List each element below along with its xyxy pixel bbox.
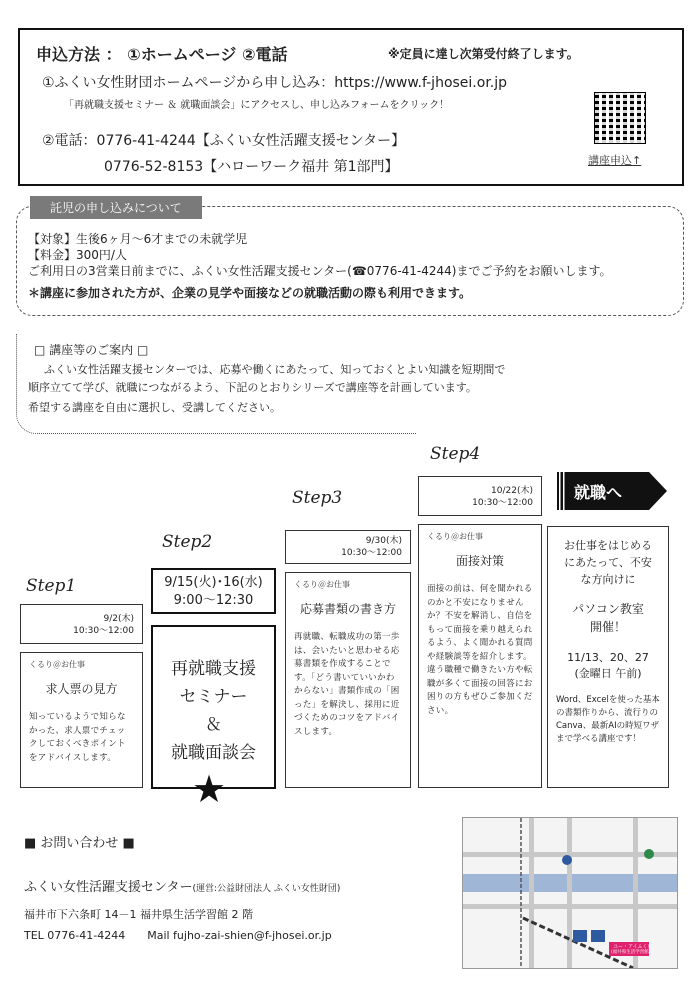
contact-org-name: ふくい女性活躍支援センター (24, 880, 193, 895)
step2-label: Step2 (162, 532, 213, 552)
intro-title: □ 講座等のご案内 □ (34, 343, 149, 357)
step3-date: 9/30(木) (365, 536, 402, 546)
step2-title-3: ＆ (205, 715, 222, 735)
step3-time: 10:30～12:00 (341, 548, 402, 558)
step2-date: 9/15(火)･16(水) (164, 575, 263, 590)
contact-title: ■ お問い合わせ ■ (24, 836, 135, 851)
step2-time: 9:00～12:30 (173, 593, 254, 608)
apply-tel-hellowork: 0776-52-8153【ハローワーク福井 第1部門】 (104, 159, 399, 175)
childcare-fee: 【料金】300円/人 (28, 248, 127, 262)
map-place-sub: (福井県生活学習館) (611, 950, 651, 955)
step4-time: 10:30～12:00 (472, 498, 533, 508)
step1-tag: くるり＠お仕事 (29, 660, 85, 669)
contact-tel: TEL 0776-41-4244 (24, 929, 126, 942)
map-place: ユー・アイふくい (613, 944, 653, 950)
step2-title-1: 再就職支援 (171, 659, 256, 679)
step2-date-box (151, 568, 276, 614)
contact-tel-mail (24, 929, 332, 942)
step3-body: 再就職、転職成功の第一歩は、会いたいと思わせる応募書類を作成することです。「どう書いていいかわからない」書類作成の「困った」を解決し、採用に近づくためのコツをアドバイスします。 (294, 632, 400, 737)
apply-web-link[interactable]: ①ふくい女性財団ホームページから申し込み：https://www.f-jhosei.or.jp (42, 75, 508, 91)
step3-card (285, 572, 411, 788)
step1-date-box (20, 604, 143, 644)
pc-class-card (547, 526, 669, 788)
contact-address: 福井市下六条町 14－1 福井県生活学習館 2 階 (24, 908, 253, 921)
step4-body: 面接の前は、何を聞かれるのかと不安になりませんか？不安を解消し、自信をもって面接を乗り越えられるよう、よく聞かれる質問や経験談等を紹介します。違う職種で働きたい方や転職が多くて面接の回答にお困りの方もぜひご参加ください。 (427, 584, 533, 716)
pc-title-1: パソコン教室 (572, 602, 644, 616)
apply-box (18, 28, 684, 186)
intro-line-1: ふくい女性活躍支援センターでは、応募や働くにあたって、知っておくとよい知識を短期間で (44, 363, 506, 376)
childcare-tag: 託児の申し込みについて (30, 196, 202, 219)
childcare-target: 【対象】生後6ヶ月～6才までの未就学児 (28, 232, 248, 246)
apply-tel-center: ②電話：0776-41-4244【ふくい女性活躍支援センター】 (42, 133, 406, 149)
pc-dates-2: (金曜日 午前) (574, 667, 642, 680)
contact-mail[interactable]: Mail fujho-zai-shien@f-jhosei.or.jp (147, 929, 332, 942)
step4-date-box (418, 476, 542, 516)
step1-date: 9/2(木) (103, 614, 134, 624)
intro-line-2: 順序立てて学び、就職につながるよう、下記のとおりシリーズで講座等を計画しています。 (28, 381, 477, 394)
contact-org (24, 876, 340, 895)
qr-label: 講座申込↑ (588, 154, 642, 167)
step4-title: 面接対策 (455, 554, 504, 568)
step4-label: Step4 (430, 444, 481, 464)
pc-line-2: にあたって、不安 (564, 556, 652, 569)
step1-label: Step1 (26, 576, 77, 596)
star-icon: ★ (192, 767, 227, 811)
childcare-reserve: ご利用日の3営業日前までに、ふくい女性活躍支援センター(☎0776-41-4244)までご予約をお願いします。 (28, 264, 612, 278)
contact-org-sub: (運営:公益財団法人 ふくい女性財団) (192, 884, 341, 894)
apply-note: ※定員に達し次第受付終了します。 (388, 47, 579, 61)
step1-body: 知っているようで知らなかった、求人票でチェックしておくべきポイントをアドバイスします。 (29, 712, 126, 763)
step4-date: 10/22(木) (491, 486, 533, 496)
step2-title-2: セミナー (179, 687, 248, 707)
childcare-note: ＊講座に参加された方が、企業の見学や面接などの就職活動の際も利用できます。 (28, 286, 472, 300)
apply-title: 申込方法 ： ①ホームページ ②電話 (36, 45, 288, 64)
step1-title: 求人票の見方 (45, 682, 118, 696)
pc-title-2: 開催！ (589, 620, 626, 634)
step4-tag: くるり＠お仕事 (427, 532, 483, 541)
access-map (462, 817, 678, 969)
step3-title: 応募書類の書き方 (299, 602, 396, 616)
pc-line-1: お仕事をはじめる (564, 539, 652, 552)
step2-card (151, 625, 276, 789)
intro-line-3: 希望する講座を自由に選択し、受講してください。 (28, 401, 281, 414)
pc-line-3: な方向けに (580, 573, 636, 586)
apply-web-instructions: 「再就職支援セミナー ＆ 就職面談会」にアクセスし、申し込みフォームをクリック！ (64, 100, 450, 111)
step1-time: 10:30～12:00 (73, 626, 134, 636)
step3-label: Step3 (292, 488, 343, 508)
step4-card (418, 524, 542, 788)
step3-tag: くるり＠お仕事 (294, 580, 350, 589)
step3-date-box (285, 530, 411, 564)
pc-body: Word、Excelを使った基本の書類作りから、流行りのCanva、最新AIの時短ワザまで学べる講座です！ (556, 695, 660, 744)
job-arrow-label: 就職へ (574, 483, 623, 502)
step2-title-4: 就職面談会 (171, 743, 256, 763)
pc-dates-1: 11/13、20、27 (567, 651, 649, 664)
step1-card (20, 652, 143, 788)
qr-code-icon[interactable] (594, 92, 646, 144)
